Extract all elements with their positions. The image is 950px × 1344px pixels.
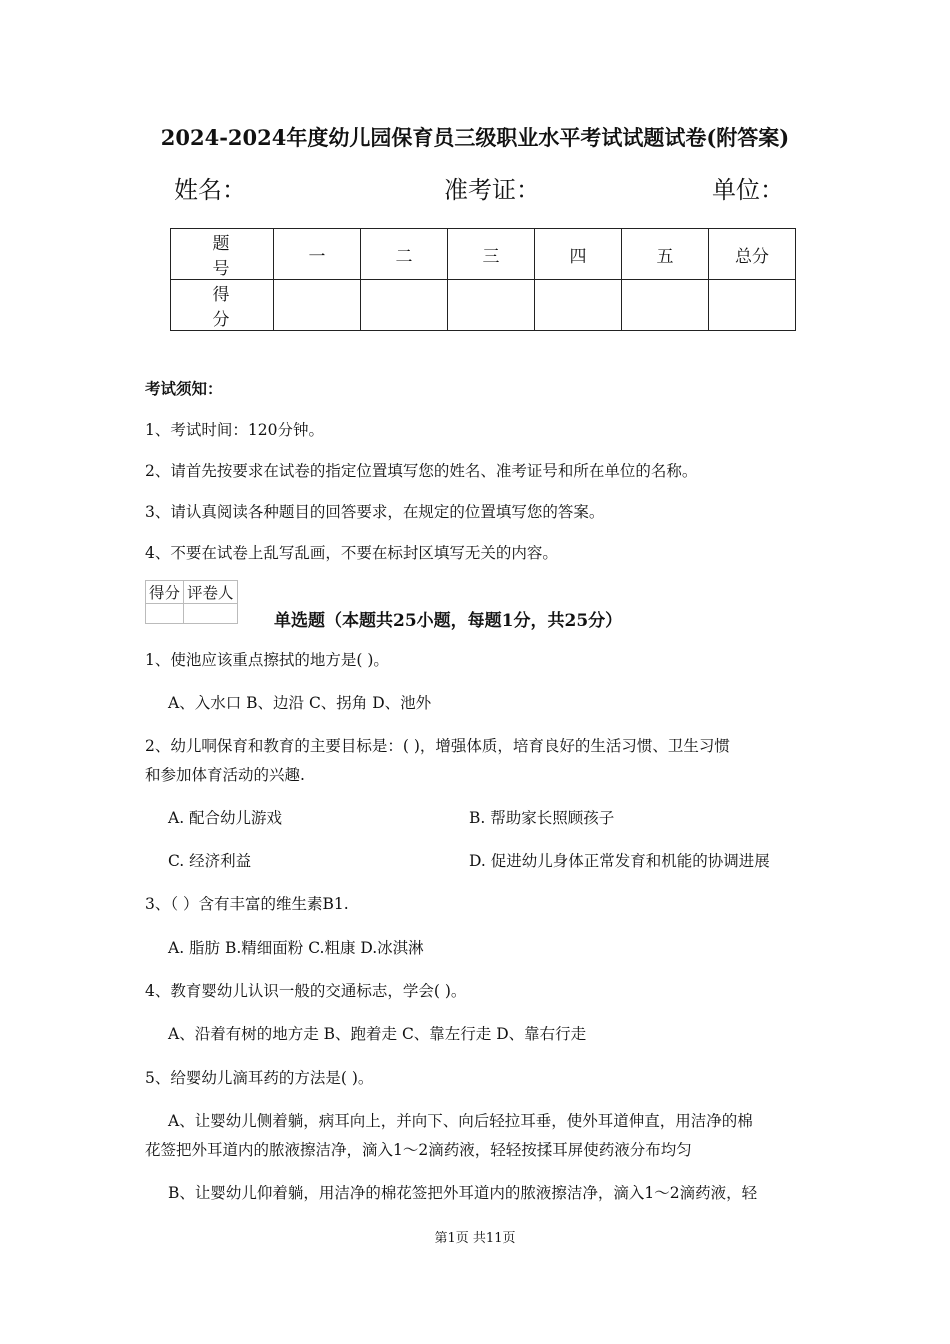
page-footer: 第1页 共11页 <box>434 1231 516 1246</box>
question-5-option-b-line-1: B、让婴幼儿仰着躺，用洁净的棉花签把外耳道内的脓液擦洁净，滴入1～2滴药液，轻 <box>168 1184 758 1202</box>
question-3-text: 3、（ ）含有丰富的维生素B1. <box>145 895 349 913</box>
question-5-option-a-line-2: 花签把外耳道内的脓液擦洁净，滴入1～2滴药液，轻轻按揉耳屏使药液分布均匀 <box>145 1141 692 1159</box>
question-3-options: A. 脂肪 B.精细面粉 C.粗康 D.冰淇淋 <box>168 939 424 957</box>
score-table-score-row <box>171 280 796 331</box>
score-header-section-5: 五 <box>622 229 709 280</box>
score-header-total: 总分 <box>709 229 796 280</box>
question-2-option-b: B. 帮助家长照顾孩子 <box>469 809 615 827</box>
question-5-text: 5、给婴幼儿滴耳药的方法是( )。 <box>145 1069 374 1087</box>
question-1-text: 1、使池应该重点擦拭的地方是( )。 <box>145 651 389 669</box>
score-table <box>170 228 796 331</box>
grader-reviewer-label: 评卷人 <box>184 581 238 604</box>
grader-score-cell <box>146 604 184 624</box>
score-cell <box>448 280 535 331</box>
grader-box <box>145 580 238 624</box>
score-cell <box>274 280 361 331</box>
question-2-text-line-1: 2、幼儿哃保育和教育的主要目标是：( )，增强体质，培育良好的生活习惯、卫生习惯 <box>145 737 730 755</box>
notice-item-1: 1、考试时间：120分钟。 <box>145 421 324 439</box>
notice-heading: 考试须知： <box>145 379 223 398</box>
grader-reviewer-cell <box>184 604 238 624</box>
score-cell <box>622 280 709 331</box>
notice-item-3: 3、请认真阅读各种题目的回答要求，在规定的位置填写您的答案。 <box>145 503 605 521</box>
notice-item-2: 2、请首先按要求在试卷的指定位置填写您的姓名、准考证号和所在单位的名称。 <box>145 462 698 480</box>
unit-field-label: 单位： <box>712 176 784 204</box>
question-1-options: A、入水口 B、边沿 C、拐角 D、池外 <box>168 694 432 712</box>
document-title: 2024-2024年度幼儿园保育员三级职业水平考试试题试卷(附答案) <box>160 125 790 150</box>
question-2-text-line-2: 和参加体育活动的兴趣. <box>145 766 305 784</box>
score-row-label: 得 分 <box>171 280 274 331</box>
exam-id-field-label: 准考证： <box>444 176 540 204</box>
question-2-option-a: A. 配合幼儿游戏 <box>168 809 283 827</box>
question-2-option-d: D. 促进幼儿身体正常发育和机能的协调进展 <box>469 852 770 870</box>
question-4-text: 4、教育婴幼儿认识一般的交通标志，学会( )。 <box>145 982 467 1000</box>
question-5-option-a-line-1: A、让婴幼儿侧着躺，病耳向上，并向下、向后轻拉耳垂，使外耳道伸直，用洁净的棉 <box>168 1112 753 1130</box>
score-header-label: 题 号 <box>171 229 274 280</box>
question-2-option-c: C. 经济利益 <box>168 852 252 870</box>
section-title: 单选题（本题共25小题，每题1分，共25分） <box>274 611 623 631</box>
score-cell <box>709 280 796 331</box>
grader-score-label: 得分 <box>146 581 184 604</box>
score-cell <box>535 280 622 331</box>
score-header-section-1: 一 <box>274 229 361 280</box>
score-header-section-2: 二 <box>361 229 448 280</box>
score-cell <box>361 280 448 331</box>
name-field-label: 姓名： <box>174 176 246 204</box>
question-4-options: A、沿着有树的地方走 B、跑着走 C、靠左行走 D、靠右行走 <box>168 1025 587 1043</box>
notice-item-4: 4、不要在试卷上乱写乱画，不要在标封区填写无关的内容。 <box>145 544 558 562</box>
score-header-section-4: 四 <box>535 229 622 280</box>
score-table-header-row <box>171 229 796 280</box>
score-header-section-3: 三 <box>448 229 535 280</box>
